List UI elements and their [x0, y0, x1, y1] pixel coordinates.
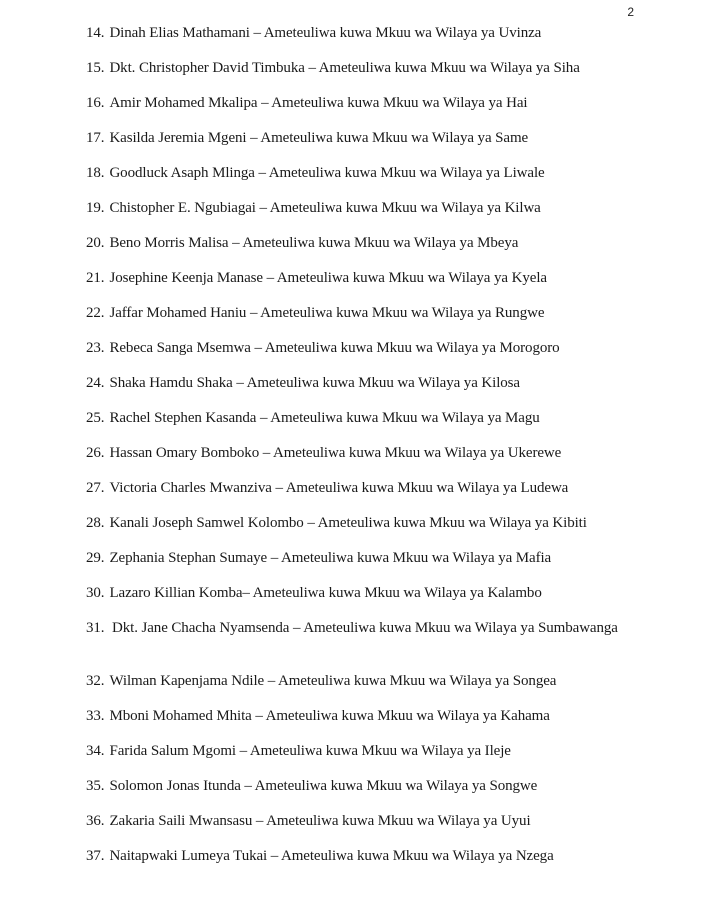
item-number: 20. [86, 235, 105, 251]
item-number: 33. [86, 708, 105, 724]
item-number: 27. [86, 480, 105, 496]
list-item [86, 777, 634, 812]
item-text: Mboni Mohamed Mhita – Ameteuliwa kuwa Mkuu wa Wilaya ya Kahama [109, 708, 550, 724]
list-item [86, 479, 634, 514]
item-text: Farida Salum Mgomi – Ameteuliwa kuwa Mkuu wa Wilaya ya Ileje [109, 743, 511, 759]
item-text: Goodluck Asaph Mlinga – Ameteuliwa kuwa Mkuu wa Wilaya ya Liwale [109, 165, 545, 181]
item-text: Victoria Charles Mwanziva – Ameteuliwa kuwa Mkuu wa Wilaya ya Ludewa [109, 480, 569, 496]
item-number: 19. [86, 200, 105, 216]
list-item [86, 847, 634, 882]
list-item [86, 444, 634, 479]
appointment-list [86, 24, 634, 882]
item-number: 32. [86, 673, 105, 689]
item-text: Beno Morris Malisa – Ameteuliwa kuwa Mkuu wa Wilaya ya Mbeya [109, 235, 519, 251]
list-item [86, 619, 634, 672]
item-text: Dinah Elias Mathamani – Ameteuliwa kuwa Mkuu wa Wilaya ya Uvinza [109, 25, 542, 41]
item-number: 28. [86, 515, 105, 531]
item-number: 36. [86, 813, 105, 829]
item-text: Kasilda Jeremia Mgeni – Ameteuliwa kuwa Mkuu wa Wilaya ya Same [109, 130, 529, 146]
item-text: Dkt. Jane Chacha Nyamsenda – Ameteuliwa kuwa Mkuu wa Wilaya ya Sumbawanga [112, 620, 618, 636]
item-text: Rachel Stephen Kasanda – Ameteuliwa kuwa Mkuu wa Wilaya ya Magu [109, 410, 540, 426]
item-text: Dkt. Christopher David Timbuka – Ameteuliwa kuwa Mkuu wa Wilaya ya Siha [109, 60, 580, 76]
page-number: 2 [627, 5, 634, 19]
item-number: 29. [86, 550, 105, 566]
item-text: Shaka Hamdu Shaka – Ameteuliwa kuwa Mkuu wa Wilaya ya Kilosa [109, 375, 520, 391]
item-text: Rebeca Sanga Msemwa – Ameteuliwa kuwa Mkuu wa Wilaya ya Morogoro [109, 340, 560, 356]
item-number: 37. [86, 848, 105, 864]
list-item [86, 59, 634, 94]
item-number: 15. [86, 60, 105, 76]
list-item [86, 199, 634, 234]
item-text: Solomon Jonas Itunda – Ameteuliwa kuwa Mkuu wa Wilaya ya Songwe [109, 778, 538, 794]
item-text: Josephine Keenja Manase – Ameteuliwa kuwa Mkuu wa Wilaya ya Kyela [109, 270, 547, 286]
list-item [86, 339, 634, 374]
list-item [86, 584, 634, 619]
item-number: 30. [86, 585, 105, 601]
item-number: 34. [86, 743, 105, 759]
list-item [86, 742, 634, 777]
item-number: 35. [86, 778, 105, 794]
list-item [86, 549, 634, 584]
list-item [86, 514, 634, 549]
item-text: Zakaria Saili Mwansasu – Ameteuliwa kuwa Mkuu wa Wilaya ya Uyui [109, 813, 531, 829]
list-item [86, 234, 634, 269]
item-text: Wilman Kapenjama Ndile – Ameteuliwa kuwa Mkuu wa Wilaya ya Songea [109, 673, 557, 689]
item-text: Kanali Joseph Samwel Kolombo – Ameteuliwa kuwa Mkuu wa Wilaya ya Kibiti [109, 515, 587, 531]
list-item [86, 129, 634, 164]
item-number: 17. [86, 130, 105, 146]
item-number: 16. [86, 95, 105, 111]
list-item [86, 672, 634, 707]
item-number: 31. [86, 620, 105, 636]
list-item [86, 269, 634, 304]
item-number: 26. [86, 445, 105, 461]
item-number: 21. [86, 270, 105, 286]
item-text: Lazaro Killian Komba– Ameteuliwa kuwa Mkuu wa Wilaya ya Kalambo [109, 585, 542, 601]
item-text: Hassan Omary Bomboko – Ameteuliwa kuwa Mkuu wa Wilaya ya Ukerewe [109, 445, 562, 461]
list-item [86, 707, 634, 742]
list-item [86, 812, 634, 847]
item-number: 24. [86, 375, 105, 391]
item-number: 22. [86, 305, 105, 321]
item-text: Amir Mohamed Mkalipa – Ameteuliwa kuwa Mkuu wa Wilaya ya Hai [109, 95, 528, 111]
item-number: 18. [86, 165, 105, 181]
list-item [86, 304, 634, 339]
list-item [86, 94, 634, 129]
item-number: 25. [86, 410, 105, 426]
list-item [86, 374, 634, 409]
item-text: Chistopher E. Ngubiagai – Ameteuliwa kuwa Mkuu wa Wilaya ya Kilwa [109, 200, 541, 216]
list-item [86, 409, 634, 444]
item-text: Jaffar Mohamed Haniu – Ameteuliwa kuwa Mkuu wa Wilaya ya Rungwe [109, 305, 545, 321]
item-number: 23. [86, 340, 105, 356]
list-item [86, 24, 634, 59]
item-text: Naitapwaki Lumeya Tukai – Ameteuliwa kuwa Mkuu wa Wilaya ya Nzega [109, 848, 554, 864]
item-text: Zephania Stephan Sumaye – Ameteuliwa kuwa Mkuu wa Wilaya ya Mafia [109, 550, 552, 566]
item-number: 14. [86, 25, 105, 41]
list-item [86, 164, 634, 199]
